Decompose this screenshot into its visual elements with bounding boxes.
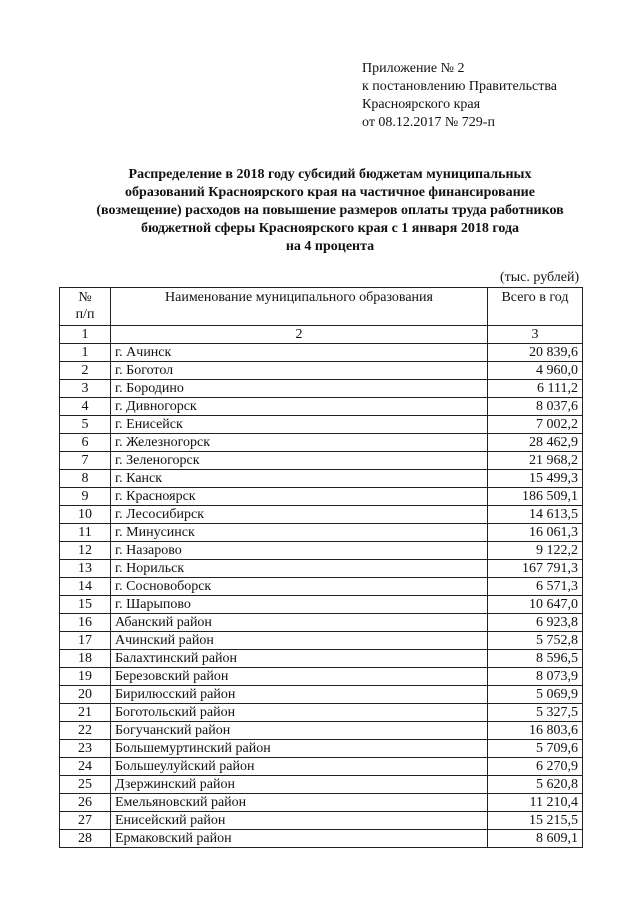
column-number-row — [60, 326, 583, 344]
row-number: 23 — [60, 740, 111, 758]
row-value: 8 596,5 — [488, 650, 583, 668]
row-number: 16 — [60, 614, 111, 632]
row-name: Балахтинский район — [111, 650, 488, 668]
row-number: 14 — [60, 578, 111, 596]
row-name: Ачинский район — [111, 632, 488, 650]
row-number: 18 — [60, 650, 111, 668]
header-number-line1: № — [78, 290, 92, 305]
row-name: Емельяновский район — [111, 794, 488, 812]
row-number: 28 — [60, 830, 111, 848]
table-row — [60, 722, 583, 740]
row-name: Ермаковский район — [111, 830, 488, 848]
row-name: г. Боготол — [111, 362, 488, 380]
unit-label: (тыс. рублей) — [500, 270, 580, 285]
row-value: 28 462,9 — [488, 434, 583, 452]
row-name: г. Зеленогорск — [111, 452, 488, 470]
table-row — [60, 632, 583, 650]
table-row — [60, 506, 583, 524]
table-row — [60, 578, 583, 596]
row-name: г. Лесосибирск — [111, 506, 488, 524]
table-row — [60, 344, 583, 362]
table-row — [60, 416, 583, 434]
row-name: г. Шарыпово — [111, 596, 488, 614]
row-name: г. Железногорск — [111, 434, 488, 452]
header-number — [60, 288, 111, 326]
row-number: 22 — [60, 722, 111, 740]
table-row — [60, 686, 583, 704]
row-value: 11 210,4 — [488, 794, 583, 812]
table-row — [60, 452, 583, 470]
row-number: 11 — [60, 524, 111, 542]
table-row — [60, 776, 583, 794]
row-value: 16 803,6 — [488, 722, 583, 740]
row-number: 20 — [60, 686, 111, 704]
table-row — [60, 650, 583, 668]
table-row — [60, 596, 583, 614]
row-number: 5 — [60, 416, 111, 434]
row-value: 15 215,5 — [488, 812, 583, 830]
header-total: Всего в год — [488, 288, 583, 326]
row-value: 5 709,6 — [488, 740, 583, 758]
appendix-line: Приложение № 2 — [362, 61, 465, 76]
table-row — [60, 668, 583, 686]
row-number: 19 — [60, 668, 111, 686]
row-name: г. Красноярск — [111, 488, 488, 506]
row-value: 6 923,8 — [488, 614, 583, 632]
table-row — [60, 812, 583, 830]
row-value: 14 613,5 — [488, 506, 583, 524]
table-row — [60, 830, 583, 848]
row-value: 21 968,2 — [488, 452, 583, 470]
row-name: г. Енисейск — [111, 416, 488, 434]
row-value: 16 061,3 — [488, 524, 583, 542]
row-number: 21 — [60, 704, 111, 722]
row-number: 13 — [60, 560, 111, 578]
appendix-line: от 08.12.2017 № 729-п — [362, 115, 495, 130]
column-number: 1 — [60, 326, 111, 344]
row-value: 6 270,9 — [488, 758, 583, 776]
row-name: Енисейский район — [111, 812, 488, 830]
row-number: 1 — [60, 344, 111, 362]
row-number: 27 — [60, 812, 111, 830]
row-name: Боготольский район — [111, 704, 488, 722]
row-number: 2 — [60, 362, 111, 380]
row-name: г. Сосновоборск — [111, 578, 488, 596]
row-value: 6 111,2 — [488, 380, 583, 398]
row-name: г. Дивногорск — [111, 398, 488, 416]
row-number: 3 — [60, 380, 111, 398]
table-row — [60, 542, 583, 560]
row-value: 10 647,0 — [488, 596, 583, 614]
row-name: г. Назарово — [111, 542, 488, 560]
table-row — [60, 794, 583, 812]
row-value: 167 791,3 — [488, 560, 583, 578]
table-row — [60, 740, 583, 758]
row-number: 25 — [60, 776, 111, 794]
row-number: 7 — [60, 452, 111, 470]
row-number: 15 — [60, 596, 111, 614]
row-name: Березовский район — [111, 668, 488, 686]
row-name: г. Бородино — [111, 380, 488, 398]
row-number: 24 — [60, 758, 111, 776]
row-value: 15 499,3 — [488, 470, 583, 488]
row-name: г. Норильск — [111, 560, 488, 578]
row-value: 8 073,9 — [488, 668, 583, 686]
row-number: 26 — [60, 794, 111, 812]
row-name: Абанский район — [111, 614, 488, 632]
table-row — [60, 614, 583, 632]
row-value: 4 960,0 — [488, 362, 583, 380]
row-number: 8 — [60, 470, 111, 488]
title-line: на 4 процента — [285, 239, 375, 254]
table-row — [60, 704, 583, 722]
table-row — [60, 470, 583, 488]
row-value: 9 122,2 — [488, 542, 583, 560]
appendix-line: Красноярского края — [362, 97, 481, 112]
table-row — [60, 434, 583, 452]
table-row — [60, 758, 583, 776]
row-value: 5 752,8 — [488, 632, 583, 650]
row-name: Бирилюсский район — [111, 686, 488, 704]
title-line: образований Красноярского края на частичное финансирование — [125, 185, 535, 200]
row-number: 10 — [60, 506, 111, 524]
row-value: 5 069,9 — [488, 686, 583, 704]
row-number: 6 — [60, 434, 111, 452]
header-number-line2: п/п — [75, 307, 95, 322]
row-value: 7 002,2 — [488, 416, 583, 434]
column-number: 3 — [488, 326, 583, 344]
title-line: (возмещение) расходов на повышение размеров оплаты труда работников — [96, 203, 564, 218]
row-name: Богучанский район — [111, 722, 488, 740]
header-name: Наименование муниципального образования — [111, 288, 488, 326]
table-row — [60, 362, 583, 380]
row-number: 12 — [60, 542, 111, 560]
row-name: Большемуртинский район — [111, 740, 488, 758]
title-line: бюджетной сферы Красноярского края с 1 января 2018 года — [140, 221, 520, 236]
row-number: 17 — [60, 632, 111, 650]
row-name: г. Ачинск — [111, 344, 488, 362]
column-number: 2 — [111, 326, 488, 344]
row-name: г. Минусинск — [111, 524, 488, 542]
row-name: г. Канск — [111, 470, 488, 488]
table-row — [60, 380, 583, 398]
row-name: Большеулуйский район — [111, 758, 488, 776]
row-value: 20 839,6 — [488, 344, 583, 362]
row-value: 186 509,1 — [488, 488, 583, 506]
row-number: 9 — [60, 488, 111, 506]
table-row — [60, 524, 583, 542]
table-row — [60, 488, 583, 506]
table-row — [60, 560, 583, 578]
row-number: 4 — [60, 398, 111, 416]
subsidy-table — [59, 287, 583, 848]
title-line: Распределение в 2018 году субсидий бюджетам муниципальных — [128, 167, 532, 182]
document-title — [40, 166, 620, 256]
appendix-line: к постановлению Правительства — [362, 79, 558, 94]
row-name: Дзержинский район — [111, 776, 488, 794]
table-header-row — [60, 288, 583, 326]
row-value: 5 620,8 — [488, 776, 583, 794]
row-value: 5 327,5 — [488, 704, 583, 722]
row-value: 6 571,3 — [488, 578, 583, 596]
row-value: 8 037,6 — [488, 398, 583, 416]
appendix-block — [362, 60, 557, 132]
row-value: 8 609,1 — [488, 830, 583, 848]
table-row — [60, 398, 583, 416]
